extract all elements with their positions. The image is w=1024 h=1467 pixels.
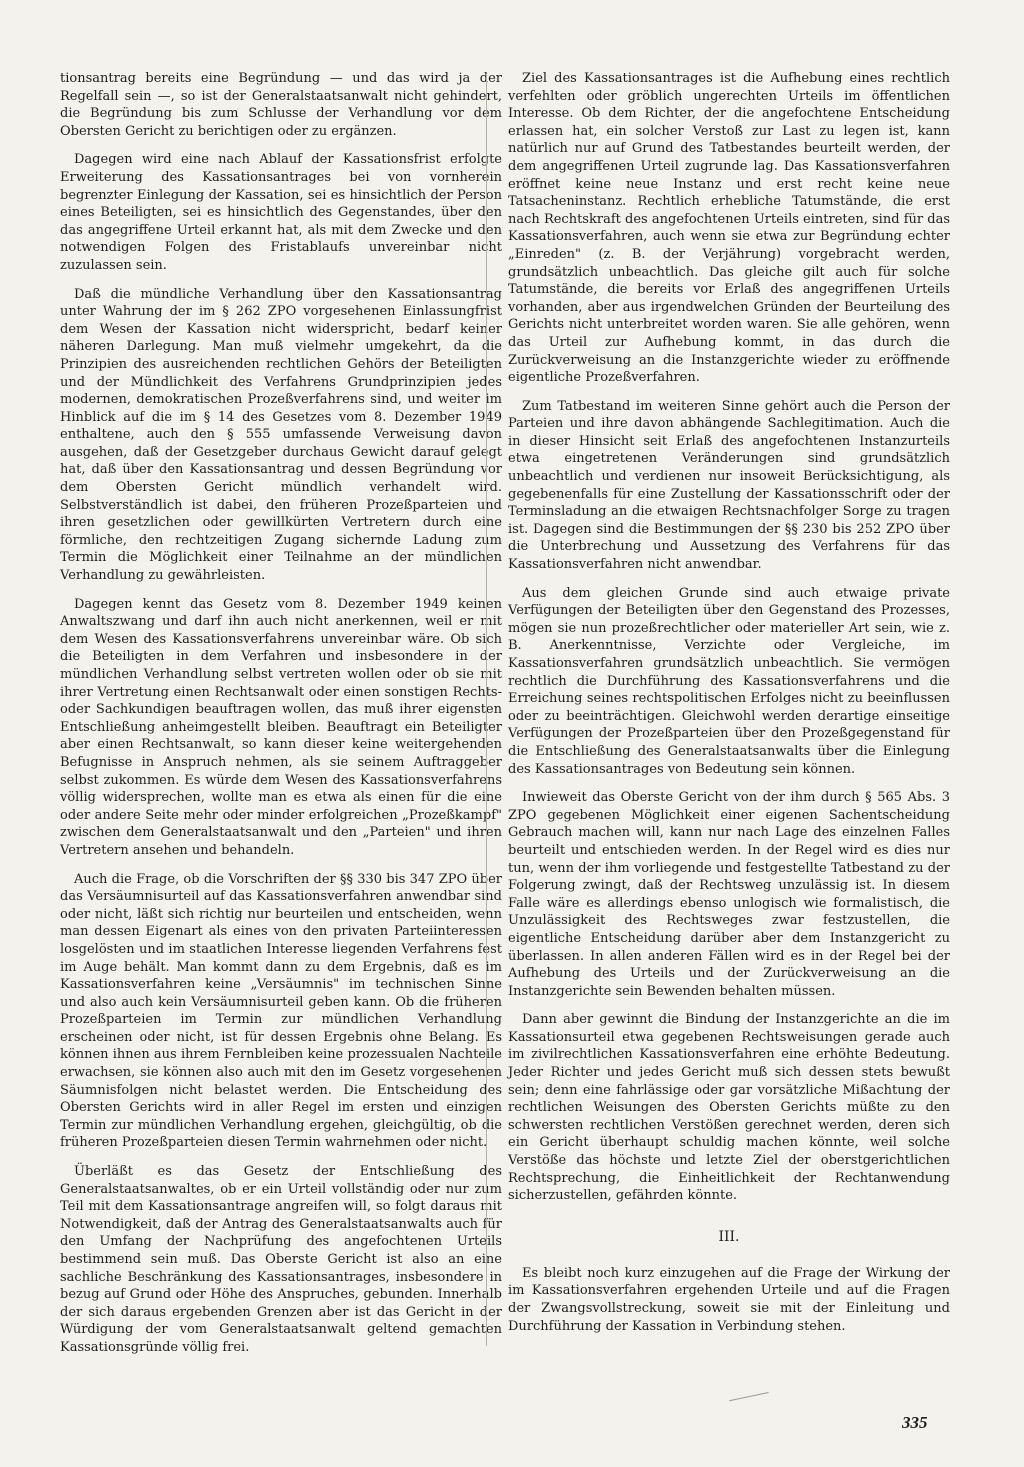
- paragraph: Ziel des Kassationsantrages ist die Aufhebung eines rechtlich verfehlten oder gröblich ungerechten Urteils im öffentlichen Interesse. Ob dem Richter, der die angefochtene Entscheidung erlassen hat, ein solcher Verstoß zur Last zu legen ist, kann natürlich nur auf Grund des Tatbestandes beurteilt werden, der dem angegriffenen Urteil zugrunde lag. Das Kassationsverfahren eröffnet keine neue Instanz und erst recht keine neue Tatsacheninstanz. Rechtlich erhebliche Tatumstände, die erst nach Rechtskraft des angefochtenen Urteils eintreten, sind für das Kassationsverfahren, auch wenn sie etwa zur Begründung echter „Einreden" (z. B. der Verjährung) vorgebracht werden, grundsätzlich unbeachtlich. Das gleiche gilt auch für solche Tatumstände, die bereits vor Erlaß des angegriffenen Urteils vorhanden, aber aus irgendwelchen Gründen der Beurteilung des Gerichts nicht unterbreitet worden waren. Sie alle gehören, wenn das Urteil zur Aufhebung kommt, in das durch die Zurückverweisung an die Instanzgerichte wieder zu eröffnende eigentliche Prozeßverfahren.: [508, 71, 950, 386]
- paragraph: Zum Tatbestand im weiteren Sinne gehört auch die Person der Parteien und ihre davon abhängende Sachlegitimation. Auch die in dieser Hinsicht seit Erlaß des angefochtenen Instanzurteils etwa eingetretenen Veränderungen sind grundsätzlich unbeachtlich und verdienen nur insoweit Berücksichtigung, als gegebenenfalls für eine Zustellung der Kassationsschrift oder der Terminsladung an die etwaigen Rechtsnachfolger Sorge zu tragen ist. Dagegen sind die Bestimmungen der §§ 230 bis 252 ZPO über die Unterbrechung und Aussetzung des Verfahrens für das Kassationsverfahren nicht anwendbar.: [508, 398, 950, 573]
- paragraph: Dann aber gewinnt die Bindung der Instanzgerichte an die im Kassationsurteil etwa gegebenen Rechtsweisungen gerade auch im zivilrechtlichen Kassationsverfahren eine erhöhte Bedeutung. Jeder Richter und jedes Gericht muß sich dessen stets bewußt sein; denn eine fahrlässige oder gar vorsätzliche Mißachtung der rechtlichen Weisungen des Obersten Gerichts müßte zu den schwersten rechtlichen Verstößen gerechnet werden, deren sich ein Gericht überhaupt schuldig machen könnte, weil solche Verstöße das höchste und letzte Ziel der oberstgerichtlichen Rechtsprechung, die Einheitlichkeit der Rechtanwendung sicherzustellen, gefährden könnte.: [508, 1012, 950, 1204]
- paragraph: Daß die mündliche Verhandlung über den Kassationsantrag unter Wahrung der im § 262 ZPO vorgesehenen Einlassungfrist dem Wesen der Kassation nicht widerspricht, bedarf keiner näheren Darlegung. Man muß vielmehr umgekehrt, da die Prinzipien des ausreichenden rechtlichen Gehörs der Beteiligten und der Mündlichkeit des Verfahrens Grundprinzipien jedes modernen, demokratischen Prozeßverfahrens sind, und weiter im Hinblick auf die im § 14 des Gesetzes vom 8. Dezember 1949 enthaltene, auch den § 555 umfassende Verweisung davon ausgehen, daß der Gesetzgeber durchaus Gewicht darauf gelegt hat, daß über den Kassationsantrag und dessen Begründung vor dem Obersten Gericht mündlich verhandelt wird. Selbstverständlich ist dabei, den früheren Prozeßparteien und ihren gesetzlichen oder gewillkürten Vertretern durch eine förmliche, den rechtzeitigen Zugang sichernde Ladung zum Termin die Möglichkeit einer Teilnahme an der mündlichen Verhandlung zu gewährleisten.: [60, 286, 502, 584]
- paragraph: Es bleibt noch kurz einzugehen auf die Frage der Wirkung der im Kassationsverfahren ergehenden Urteile und auf die Fragen der Zwangsvollstreckung, soweit sie mit der Einleitung und Durchführung der Kassation in Verbindung stehen.: [508, 1265, 950, 1334]
- section-heading: III.: [718, 1228, 740, 1245]
- paragraph: Dagegen wird eine nach Ablauf der Kassationsfrist erfolgte Erweiterung des Kassationsantrages bei von vornherein begrenzter Einlegung der Kassation, sei es hinsichtlich der Person eines Beteiligten, sei es hinsichtlich des Gegenstandes, über den das angegriffene Urteil erkannt hat, als mit dem Zwecke und den notwendigen Folgen des Fristablaufs unvereinbar nicht zuzulassen sein.: [60, 152, 502, 273]
- paragraph: Aus dem gleichen Grunde sind auch etwaige private Verfügungen der Beteiligten über den Gegenstand des Prozesses, mögen sie nun prozeßrechtlicher oder materieller Art sein, wie z. B. Anerkenntnisse, Verzichte oder Vergleiche, im Kassationsverfahren grundsätzlich unbeachtlich. Sie vermögen rechtlich die Durchführung des Kassationsverfahrens und die Erreichung seines rechtspolitischen Erfolges nicht zu beeinflussen oder zu beeinträchtigen. Gleichwohl werden derartige einseitige Verfügungen der Prozeßparteien über den Prozeßgegenstand für die Entschließung des Generalstaatsanwalts über die Einlegung des Kassationsantrages von Bedeutung sein können.: [508, 585, 950, 777]
- print-mark: [729, 1392, 770, 1411]
- left-column: [60, 70, 502, 1368]
- paragraph: Auch die Frage, ob die Vorschriften der §§ 330 bis 347 ZPO über das Versäumnisurteil auf das Kassationsverfahren anwendbar sind oder nicht, läßt sich richtig nur beurteilen und entscheiden, wenn man dessen Eigenart als eines von den privaten Parteiinteressen losgelösten und im staatlichen Interesse liegenden Verfahrens fest im Auge behält. Man kommt dann zu dem Ergebnis, daß es im Kassationsverfahren keine „Versäumnis" im technischen Sinne und also auch kein Versäumnisurteil geben kann. Ob die früheren Prozeßparteien im Termin zur mündlichen Verhandlung erscheinen oder nicht, ist für dessen Ergebnis ohne Belang. Es können ihnen aus ihrem Fernbleiben keine prozessualen Nachteile erwachsen, sie können also auch mit den im Gesetz vorgesehenen Säumnisfolgen nicht belastet werden. Die Entscheidung des Obersten Gerichts wird in aller Regel im ersten und einzigen Termin zur mündlichen Verhandlung ergehen, gleichgültig, ob die früheren Prozeßparteien diesen Termin wahrnehmen oder nicht.: [60, 871, 502, 1151]
- page-number: 335: [902, 1413, 928, 1432]
- paragraph: tionsantrag bereits eine Begründung — und das wird ja der Regelfall sein —, so ist der Generalstaatsanwalt nicht gehindert, die Begründung bis zum Schlusse der Verhandlung vor dem Obersten Gericht zu berichtigen oder zu ergänzen.: [60, 71, 502, 139]
- paragraph: Überläßt es das Gesetz der Entschließung des Generalstaatsanwaltes, ob er ein Urteil vollständig oder nur zum Teil mit dem Kassationsantrage angreifen will, so folgt daraus mit Notwendigkeit, daß der Antrag des Generalstaatsanwalts auch für den Umfang der Nachprüfung des angefochtenen Urteils bestimmend sein muß. Das Oberste Gericht ist also an eine sachliche Beschränkung des Kassationsantrages, insbesondere in bezug auf Grund oder Höhe des Anspruches, gebunden. Innerhalb der sich daraus ergebenden Grenzen aber ist das Gericht in der Würdigung der vom Generalstaatsanwalt geltend gemachten Kassationsgründe völlig frei.: [60, 1164, 502, 1355]
- paragraph: Dagegen kennt das Gesetz vom 8. Dezember 1949 keinen Anwaltszwang und darf ihn auch nicht anerkennen, weil er mit dem Wesen des Kassationsverfahrens unvereinbar wäre. Ob sich die Beteiligten in dem Verfahren und insbesondere in der mündlichen Verhandlung selbst vertreten wollen oder ob sie mit ihrer Vertretung einen Rechtsanwalt oder einen sonstigen Rechts- oder Sachkundigen beauftragen wollen, das muß ihrer eigensten Entschließung anheimgestellt bleiben. Beauftragt ein Beteiligter aber einen Rechtsanwalt, so kann dieser keine weitergehenden Befugnisse in Anspruch nehmen, als sie seinem Auftraggeber selbst zukommen. Es würde dem Wesen des Kassationsverfahrens völlig widersprechen, wollte man es etwa als einen für die eine oder andere Seite mehr oder minder erfolgreichen „Prozeßkampf" zwischen dem Generalstaatsanwalt und den „Parteien" und ihren Vertretern ansehen und behandeln.: [60, 596, 502, 858]
- paragraph: Inwieweit das Oberste Gericht von der ihm durch § 565 Abs. 3 ZPO gegebenen Möglichkeit einer eigenen Sachentscheidung Gebrauch machen will, kann nur nach Lage des einzelnen Falles beurteilt und entschieden werden. In der Regel wird es dies nur tun, wenn der ihm vorliegende und festgestellte Tatbestand zu der Folgerung zwingt, daß der Rechtsweg unzulässig ist. In diesem Falle wäre es allerdings ebenso unlogisch wie formalistisch, die Unzulässigkeit des Rechtsweges zwar festzustellen, die eigentliche Entscheidung darüber aber dem Instanzgericht zu überlassen. In allen anderen Fällen wird es in der Regel bei der Aufhebung des Urteils und der Zurückverweisung an die Instanzgerichte sein Bewenden behalten müssen.: [508, 790, 950, 999]
- right-column: [508, 70, 950, 1346]
